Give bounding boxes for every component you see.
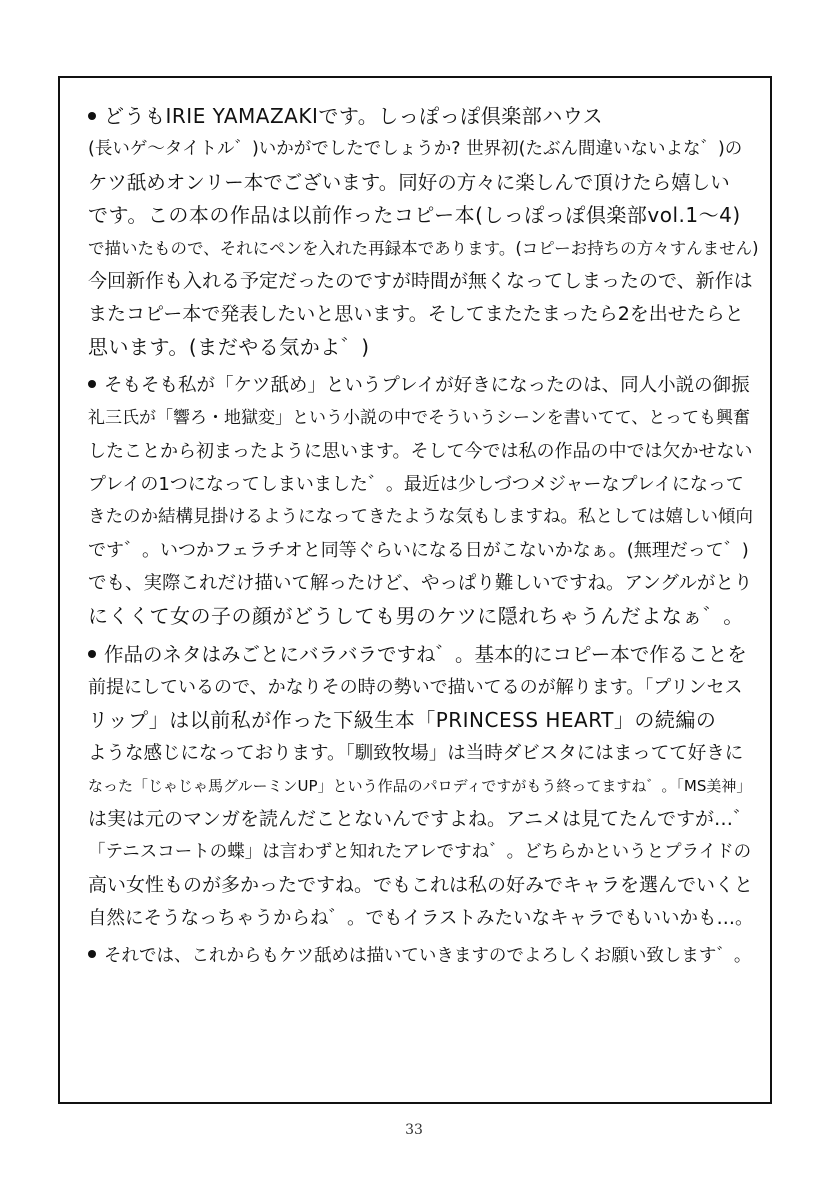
paragraph-origin: [88, 369, 760, 633]
text-line: 高い女性ものが多かったですね。でもこれは私の好みでキャラを選んでいくと: [88, 874, 754, 896]
bullet-icon: [88, 950, 96, 958]
text-line: です゛。いつかフェラチオと同等ぐらいになる日がこないかなぁ。(無理だって゛): [88, 540, 749, 561]
text-line: 礼三氏が「響ろ・地獄変」という小説の中でそういうシーンを書いてて、とっても興奮: [88, 408, 750, 428]
text-line: 作品のネタはみごとにバラバラですね゛。基本的にコピー本で作ることを: [88, 638, 760, 671]
paragraph-closing: [88, 940, 760, 973]
text-line: ケツ舐めオンリー本でございます。同好の方々に楽しんで頂けたら嬉しい: [88, 171, 730, 194]
text-line: ような感じになっております。「馴致牧場」は当時ダビスタにはまってて好きに: [88, 743, 744, 764]
text-line: したことから初まったように思います。そして今では私の作品の中では欠かせない: [88, 441, 753, 462]
text-line: そもそも私が「ケツ舐め」というプレイが好きになったのは、同人小説の御振: [88, 369, 760, 402]
paragraph-intro: [88, 100, 760, 364]
text-line: です。この本の作品は以前作ったコピー本(しっぽっぽ倶楽部vol.1〜4): [88, 203, 741, 227]
text-line: リップ」は以前私が作った下級生本「PRINCESS HEART」の続編の: [88, 708, 717, 732]
text-line: で描いたもので、それにペンを入れた再録本であります。(コピーお持ちの方々すんません): [88, 239, 759, 258]
afterword-text: [88, 100, 760, 978]
text-line: 思います。(まだやる気かよ゛): [88, 335, 370, 359]
text-line: (長いゲ〜タイトル゛)いかがでしたでしょうか? 世界初(たぶん間違いないよな゛)の: [88, 139, 743, 159]
page-number: 33: [405, 1122, 423, 1138]
text-line: きたのか結構見掛けるようになってきたような気もしますね。私としては嬉しい傾向: [88, 507, 753, 527]
bullet-icon: [88, 380, 96, 388]
text-line: 「テニスコートの蝶」は言わずと知れたアレですね゛。どちらかというとプライドの: [88, 842, 752, 862]
bullet-icon: [88, 112, 96, 120]
text-line: どうもIRIE YAMAZAKIです。しっぽっぽ倶楽部ハウス: [88, 100, 760, 133]
text-line: は実は元のマンガを読んだことないんですよね。アニメは見てたんですが…゛: [88, 808, 753, 830]
text-line: またコピー本で発表したいと思います。そしてまたたまったら2を出せたらと: [88, 303, 744, 325]
text-line: でも、実際これだけ描いて解ったけど、やっぱり難しいですね。アングルがとり: [88, 573, 753, 594]
bullet-icon: [88, 650, 96, 658]
text-line: プレイの1つになってしまいました゛。最近は少しづつメジャーなプレイになって: [88, 474, 744, 495]
text-line: にくくて女の子の顔がどうしても男のケツに隠れちゃうんだよなぁ゛。: [88, 604, 744, 628]
text-line: 今回新作も入れる予定だったのですが時間が無くなってしまったので、新作は: [88, 270, 753, 292]
text-line: 自然にそうなっちゃうからね゛。でもイラストみたいなキャラでもいいかも…。: [88, 908, 754, 929]
text-line: なった「じゃじゃ馬グルーミンUP」という作品のパロディですがもう終ってますね゛。「MS美神」: [88, 777, 752, 795]
paragraph-works: [88, 638, 760, 935]
text-line: 前提にしているので、かなりその時の勢いで描いてるのが解ります。「プリンセス: [88, 677, 743, 698]
text-line: それでは、これからもケツ舐めは描いていきますのでよろしくお願い致します゛。: [88, 940, 760, 973]
